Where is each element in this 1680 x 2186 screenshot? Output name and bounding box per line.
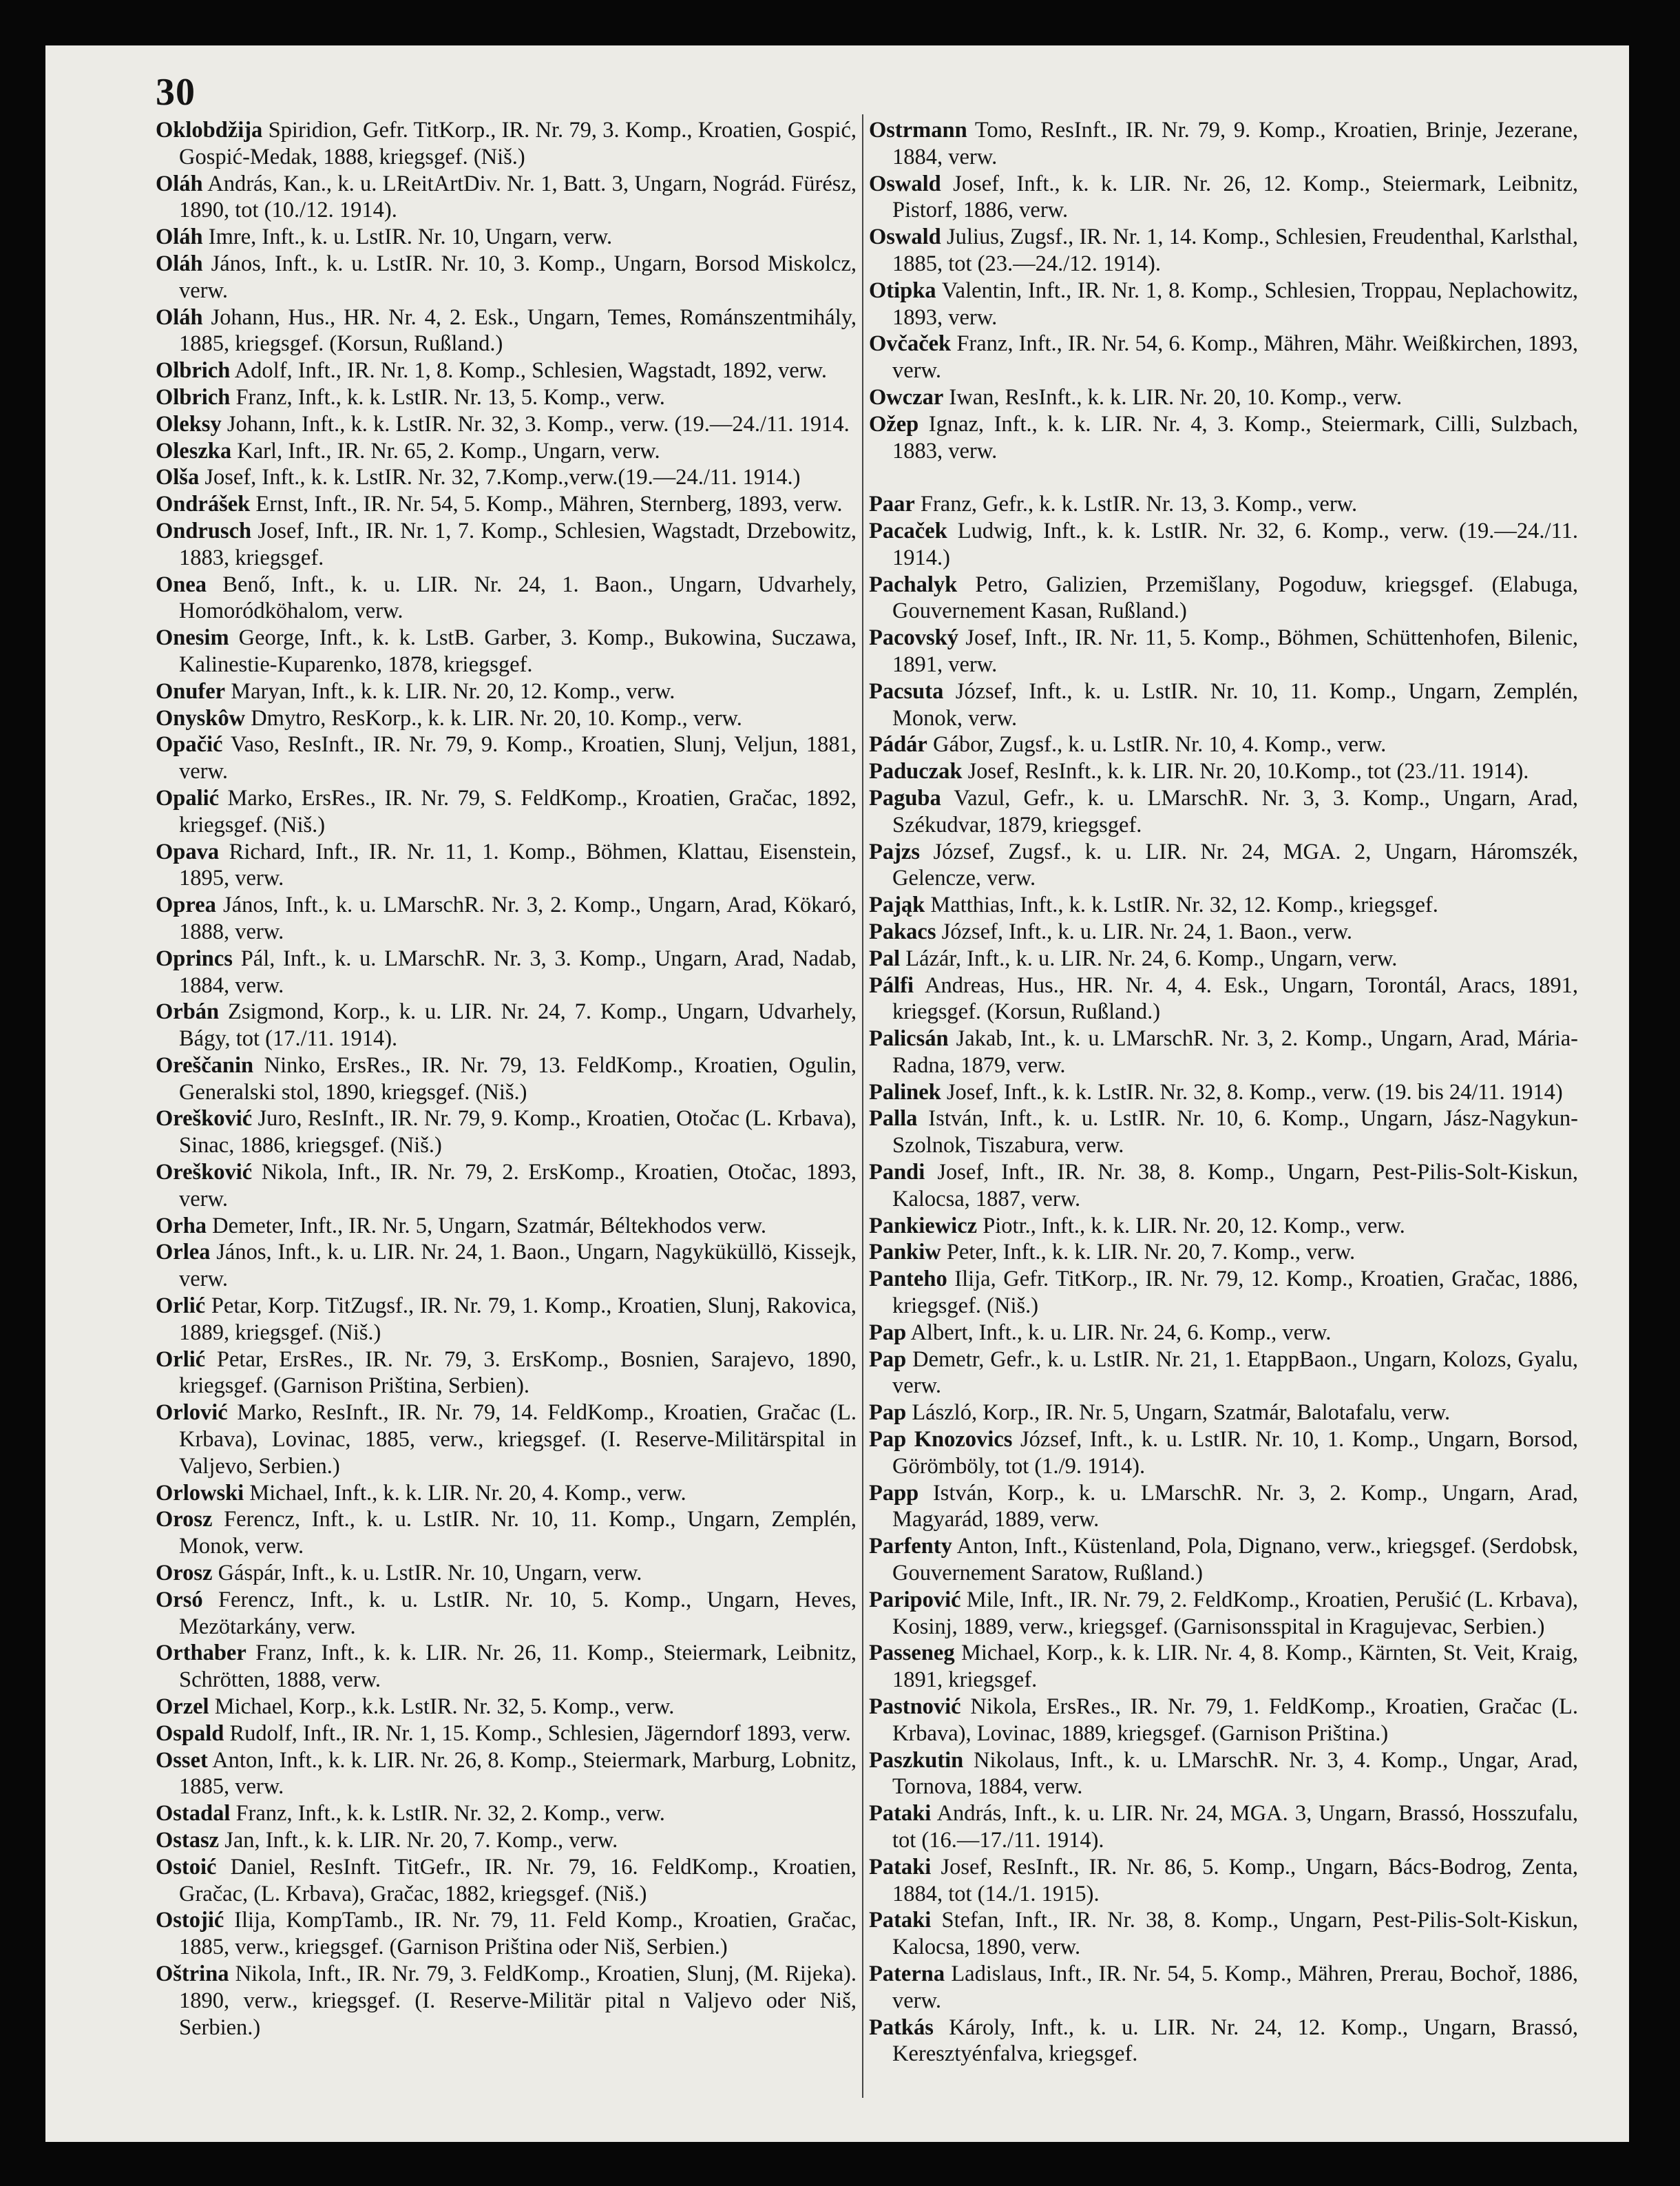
entry-surname: Panteho: [869, 1267, 947, 1292]
register-entry: [156, 839, 857, 893]
entry-surname: Orbán: [156, 999, 220, 1025]
register-entry: [156, 1854, 857, 1908]
entry-surname: Oláh: [156, 225, 203, 250]
register-entry: [156, 1239, 857, 1293]
entry-surname: Oleszka: [156, 438, 232, 464]
entry-surname: Orosz: [156, 1507, 213, 1532]
entry-details: Johann, Inft., k. k. LstIR. Nr. 32, 3. Komp., verw. (19.—24./11. 1914.: [227, 411, 850, 437]
register-entry: [869, 1079, 1578, 1106]
register-entry: [869, 1026, 1578, 1079]
entry-surname: Ostoić: [156, 1854, 217, 1880]
entry-surname: Onea: [156, 572, 207, 597]
register-entry: [869, 2015, 1578, 2068]
entry-surname: Otipka: [869, 278, 936, 303]
entry-surname: Oštrina: [156, 1961, 229, 1986]
entry-surname: Paguba: [869, 785, 941, 811]
entry-surname: Oprea: [156, 893, 216, 918]
register-entry: [156, 731, 857, 785]
entry-surname: Pandi: [869, 1160, 925, 1185]
entry-details: Franz, Inft., IR. Nr. 54, 6. Komp., Mähren, Mähr. Weißkirchen, 1893, verw.: [892, 331, 1578, 384]
entry-details: József, Inft., k. u. LIR. Nr. 24, 1. Baon., verw.: [941, 919, 1352, 944]
entry-surname: Pap: [869, 1346, 907, 1372]
entry-surname: Onufer: [156, 678, 226, 704]
entry-surname: Oswald: [869, 225, 941, 250]
entry-surname: Oláh: [156, 171, 203, 196]
register-entry: [156, 438, 857, 465]
entry-details: Josef, ResInft., IR. Nr. 86, 5. Komp., Ungarn, Bács-Bodrog, Zenta, 1884, tot (14./1. 1915).: [892, 1854, 1579, 1906]
register-entry: [869, 625, 1578, 678]
entry-details: Michael, Korp., k. k. LIR. Nr. 4, 8. Komp., Kärnten, St. Veit, Kraig, 1891, kriegsgef.: [892, 1641, 1578, 1693]
entry-surname: Orlea: [156, 1240, 211, 1265]
entry-surname: Orešković: [156, 1160, 253, 1185]
entry-surname: Orha: [156, 1213, 207, 1238]
entry-details: Ernst, Inft., IR. Nr. 54, 5. Komp., Mähren, Sternberg, 1893, verw.: [255, 492, 843, 517]
entry-details: János, Inft., k. u. LIR. Nr. 24, 1. Baon., Ungarn, Nagyküküllö, Kissejk, verw.: [179, 1240, 857, 1292]
entry-details: Ludwig, Inft., k. k. LstIR. Nr. 32, 6. Komp., verw. (19.—24./11. 1914.): [892, 518, 1578, 570]
entry-surname: Pacaček: [869, 518, 947, 543]
entry-surname: Palla: [869, 1106, 918, 1132]
register-entry: [156, 1560, 857, 1587]
entry-surname: Ostadal: [156, 1801, 231, 1826]
register-entry: [156, 892, 857, 946]
register-entry: [156, 1800, 857, 1827]
entry-details: András, Inft., k. u. LIR. Nr. 24, MGA. 3, Ungarn, Brassó, Hosszufalu, tot (16.—17./11. 1914).: [892, 1801, 1578, 1853]
entry-details: Jan, Inft., k. k. LIR. Nr. 20, 7. Komp., verw.: [224, 1828, 618, 1853]
register-entry: [869, 919, 1578, 946]
register-entry: [869, 1426, 1578, 1480]
entry-surname: Pap: [869, 1400, 907, 1426]
register-entry: [156, 384, 857, 411]
entry-surname: Onesim: [156, 625, 229, 651]
register-entry: [869, 224, 1578, 278]
entry-details: Tomo, ResInft., IR. Nr. 79, 9. Komp., Kroatien, Brinje, Jezerane, 1884, verw.: [892, 118, 1578, 169]
entry-details: András, Kan., k. u. LReitArtDiv. Nr. 1, Batt. 3, Ungarn, Nográd. Fürész, 1890, tot (10./12. 1914).: [179, 171, 857, 223]
entry-surname: Olbrich: [156, 384, 231, 410]
entry-details: Károly, Inft., k. u. LIR. Nr. 24, 12. Komp., Ungarn, Brassó, Keresztyénfalva, kriegsgef.: [892, 2015, 1579, 2067]
entry-details: Gáspár, Inft., k. u. LstIR. Nr. 10, Ungarn, verw.: [218, 1561, 642, 1586]
register-entry: [156, 491, 857, 518]
register-entry: [869, 518, 1578, 572]
register-entry: [869, 758, 1578, 785]
entry-details: János, Inft., k. u. LstIR. Nr. 10, 3. Komp., Ungarn, Borsod Miskolcz, verw.: [179, 251, 857, 303]
entry-details: Julius, Zugsf., IR. Nr. 1, 14. Komp., Schlesien, Freudenthal, Karlsthal, 1885, tot (23.—24./12. 1914).: [892, 225, 1578, 276]
entry-details: Ferencz, Inft., k. u. LstIR. Nr. 10, 5. Komp., Ungarn, Heves, Mezötarkány, verw.: [179, 1587, 857, 1639]
register-entry: [869, 1747, 1578, 1801]
register-entry: [156, 1961, 857, 2041]
entry-details: Rudolf, Inft., IR. Nr. 1, 15. Komp., Schlesien, Jägerndorf 1893, verw.: [229, 1720, 851, 1746]
column-divider: [862, 114, 863, 2098]
entry-details: Lázár, Inft., k. u. LIR. Nr. 24, 6. Komp., Ungarn, verw.: [905, 946, 1398, 971]
entry-surname: Pająk: [869, 893, 925, 918]
entry-details: Petar, ErsRes., IR. Nr. 79, 3. ErsKomp., Bosnien, Sarajevo, 1890, kriegsgef. (Garnison Priština, Serbien).: [179, 1346, 857, 1399]
entry-surname: Papp: [869, 1480, 919, 1506]
register-entry: [869, 1239, 1578, 1266]
register-entry: [156, 224, 857, 251]
entry-surname: Oláh: [156, 304, 203, 330]
entry-surname: Oklobdžija: [156, 118, 263, 143]
entry-details: István, Inft., k. u. LstIR. Nr. 10, 6. Komp., Ungarn, Jász-Nagykun-Szolnok, Tiszabura, verw.: [892, 1106, 1578, 1158]
entry-details: János, Inft., k. u. LMarschR. Nr. 3, 2. Komp., Ungarn, Arad, Kökaró, 1888, verw.: [179, 893, 857, 944]
entry-details: Josef, ResInft., k. k. LIR. Nr. 20, 10.Komp., tot (23./11. 1914).: [967, 759, 1529, 784]
entry-surname: Ondrusch: [156, 518, 252, 543]
register-entry: [869, 892, 1578, 919]
entry-details: Maryan, Inft., k. k. LIR. Nr. 20, 12. Komp., verw.: [231, 678, 675, 704]
entry-details: George, Inft., k. k. LstB. Garber, 3. Komp., Bukowina, Suczawa, Kalinestie-Kuparenko, 1878, kriegsgef.: [179, 625, 857, 677]
entry-details: István, Korp., k. u. LMarschR. Nr. 3, 2. Komp., Ungarn, Arad, Magyarád, 1889, verw.: [892, 1480, 1579, 1532]
entry-details: Nikolaus, Inft., k. u. LMarschR. Nr. 3, 4. Komp., Ungar, Arad, Tornova, 1884, verw.: [892, 1747, 1579, 1800]
register-entry: [156, 1640, 857, 1694]
entry-details: Franz, Gefr., k. k. LstIR. Nr. 13, 3. Komp., verw.: [920, 492, 1358, 517]
entry-surname: Pankiewicz: [869, 1213, 978, 1238]
entry-details: Nikola, Inft., IR. Nr. 79, 3. FeldKomp., Kroatien, Slunj, (M. Rijeka). 1890, verw., kriegsgef. (I. Reserve-Militär pital n Valjevo oder Niš, Serbien.): [179, 1961, 857, 2040]
entry-surname: Oprincs: [156, 946, 233, 971]
register-entry: [869, 1694, 1578, 1747]
register-entry: [156, 1480, 857, 1507]
register-entry: [869, 731, 1578, 758]
entry-details: Jakab, Int., k. u. LMarschR. Nr. 3, 2. Komp., Ungarn, Arad, Mária-Radna, 1879, verw.: [892, 1026, 1579, 1078]
entry-details: Josef, Inft., k. k. LstIR. Nr. 32, 7.Komp.,verw.(19.—24./11. 1914.): [204, 465, 801, 490]
register-entry: [156, 518, 857, 572]
register-entry: [156, 251, 857, 304]
entry-surname: Pacovský: [869, 625, 958, 651]
entry-details: Michael, Inft., k. k. LIR. Nr. 20, 4. Komp., verw.: [249, 1480, 686, 1506]
entry-details: Demeter, Inft., IR. Nr. 5, Ungarn, Szatmár, Béltekhodos verw.: [212, 1213, 767, 1238]
entry-surname: Pálfi: [869, 972, 914, 998]
entry-surname: Pap Knozovics: [869, 1427, 1013, 1453]
entry-surname: Orosz: [156, 1561, 213, 1586]
register-entry: [156, 946, 857, 999]
entry-details: Nikola, ErsRes., IR. Nr. 79, 1. FeldKomp., Kroatien, Gračac (L. Krbava), Lovinac, 1889, kriegsgef. (Garnison Priština.): [892, 1694, 1578, 1746]
entry-details: Valentin, Inft., IR. Nr. 1, 8. Komp., Schlesien, Troppau, Neplachowitz, 1893, verw.: [892, 278, 1578, 330]
entry-surname: Ospald: [156, 1720, 224, 1746]
entry-surname: Pastnović: [869, 1694, 961, 1720]
entry-surname: Owczar: [869, 384, 944, 410]
entry-surname: Pap: [869, 1320, 907, 1345]
entry-surname: Paszkutin: [869, 1747, 964, 1773]
entry-details: Ignaz, Inft., k. k. LIR. Nr. 4, 3. Komp., Steiermark, Cilli, Sulzbach, 1883, verw.: [892, 411, 1578, 464]
entry-details: Marko, ErsRes., IR. Nr. 79, S. FeldKomp., Kroatien, Gračac, 1892, kriegsgef. (Niš.): [179, 785, 857, 837]
entry-surname: Paripović: [869, 1587, 961, 1612]
register-entry: [156, 678, 857, 705]
register-entry: [869, 1320, 1578, 1346]
entry-details: József, Zugsf., k. u. LIR. Nr. 24, MGA. 2, Ungarn, Háromszék, Gelencze, verw.: [892, 839, 1579, 891]
register-entry: [869, 678, 1578, 732]
register-entry: [869, 117, 1578, 171]
register-entry: [869, 491, 1578, 518]
entry-details: Franz, Inft., k. k. LstIR. Nr. 32, 2. Komp., verw.: [235, 1801, 665, 1826]
register-entry: [156, 171, 857, 225]
entry-details: László, Korp., IR. Nr. 5, Ungarn, Szatmár, Balotafalu, verw.: [912, 1400, 1451, 1426]
entry-details: Ilija, Gefr. TitKorp., IR. Nr. 79, 12. Komp., Kroatien, Gračac, 1886, kriegsgef. (Niš.): [892, 1267, 1578, 1319]
entry-details: Josef, Inft., k. k. LstIR. Nr. 32, 8. Komp., verw. (19. bis 24/11. 1914): [946, 1079, 1563, 1105]
entry-details: Albert, Inft., k. u. LIR. Nr. 24, 6. Komp., verw.: [910, 1320, 1332, 1345]
register-entry: [869, 572, 1578, 625]
entry-details: Petro, Galizien, Przemišlany, Pogoduw, kriegsgef. (Elabuga, Gouvernement Kasan, Rußland.): [892, 572, 1579, 624]
entry-surname: Passeneg: [869, 1641, 955, 1666]
register-entry: [869, 1854, 1578, 1908]
left-column: [156, 117, 857, 2041]
entry-details: Petar, Korp. TitZugsf., IR. Nr. 79, 1. Komp., Kroatien, Slunj, Rakovica, 1889, kriegsgef. (Niš.): [179, 1293, 857, 1345]
entry-details: Josef, Inft., k. k. LIR. Nr. 26, 12. Komp., Steiermark, Leibnitz, Pistorf, 1886, verw.: [892, 171, 1578, 223]
register-entry: [869, 1159, 1578, 1213]
register-entry: [869, 384, 1578, 411]
register-entry: [869, 1533, 1578, 1587]
entry-surname: Ožep: [869, 411, 919, 437]
entry-surname: Orlowski: [156, 1480, 244, 1506]
entry-surname: Olbrich: [156, 358, 231, 384]
register-entry: [156, 1105, 857, 1159]
entry-surname: Pakacs: [869, 919, 936, 944]
entry-surname: Pataki: [869, 1801, 932, 1826]
entry-details: Peter, Inft., k. k. LIR. Nr. 20, 7. Komp., verw.: [946, 1240, 1356, 1265]
entry-details: József, Inft., k. u. LstIR. Nr. 10, 1. Komp., Ungarn, Borsod, Görömböly, tot (1./9. 1914).: [892, 1427, 1579, 1479]
register-entry: [869, 1587, 1578, 1641]
entry-details: Stefan, Inft., IR. Nr. 38, 8. Komp., Ungarn, Pest-Pilis-Solt-Kiskun, Kalocsa, 1890, verw.: [892, 1908, 1578, 1960]
register-entry: [156, 999, 857, 1052]
entry-details: Johann, Hus., HR. Nr. 4, 2. Esk., Ungarn, Temes, Románszentmihály, 1885, kriegsgef. (Korsun, Rußland.): [179, 304, 857, 357]
register-entry: [869, 1266, 1578, 1320]
register-entry: [156, 1720, 857, 1747]
register-entry: [869, 411, 1578, 465]
entry-surname: Ostasz: [156, 1828, 220, 1853]
register-entry: [156, 705, 857, 732]
register-entry: [869, 785, 1578, 839]
entry-surname: Orsó: [156, 1587, 203, 1612]
entry-details: Imre, Inft., k. u. LstIR. Nr. 10, Ungarn, verw.: [208, 225, 613, 250]
entry-surname: Palicsán: [869, 1026, 949, 1052]
register-entry: [869, 1213, 1578, 1240]
entry-surname: Onyskôw: [156, 705, 246, 731]
entry-details: Mile, Inft., IR. Nr. 79, 2. FeldKomp., Kroatien, Perušić (L. Krbava), Kosinj, 1889, verw., kriegsgef. (Garnisonsspital in Kragujevac, Serbien.): [892, 1587, 1579, 1639]
entry-details: Spiridion, Gefr. TitKorp., IR. Nr. 79, 3. Komp., Kroatien, Gospić, Gospić-Medak, 1888, kriegsgef. (Niš.): [179, 118, 857, 169]
register-entry: [869, 1105, 1578, 1159]
entry-surname: Patkás: [869, 2015, 934, 2040]
entry-details: Nikola, Inft., IR. Nr. 79, 2. ErsKomp., Kroatien, Otočac, 1893, verw.: [179, 1160, 857, 1211]
entry-details: Josef, Inft., IR. Nr. 11, 5. Komp., Böhmen, Schüttenhofen, Bilenic, 1891, verw.: [892, 625, 1578, 677]
register-entry: [869, 171, 1578, 225]
register-entry: [156, 1694, 857, 1720]
entry-details: Daniel, ResInft. TitGefr., IR. Nr. 79, 16. FeldKomp., Kroatien, Gračac, (L. Krbava), Gračac, 1882, kriegsgef. (Niš.): [179, 1854, 857, 1906]
register-entry: [156, 464, 857, 491]
entry-surname: Oreščanin: [156, 1052, 254, 1078]
entry-details: Adolf, Inft., IR. Nr. 1, 8. Komp., Schlesien, Wagstadt, 1892, verw.: [234, 358, 828, 384]
register-entry: [156, 1346, 857, 1400]
register-entry: [156, 357, 857, 384]
entry-surname: Pataki: [869, 1854, 932, 1880]
entry-surname: Orthaber: [156, 1641, 246, 1666]
entry-surname: Orlović: [156, 1400, 228, 1426]
entry-details: Juro, ResInft., IR. Nr. 79, 9. Komp., Kroatien, Otočac (L. Krbava), Sinac, 1886, kriegsgef. (Niš.): [179, 1106, 857, 1158]
entry-surname: Pajzs: [869, 839, 920, 864]
register-entry: [156, 304, 857, 358]
register-entry: [869, 1800, 1578, 1854]
entry-surname: Pankiw: [869, 1240, 941, 1265]
entry-details: Gábor, Zugsf., k. u. LstIR. Nr. 10, 4. Komp., verw.: [932, 732, 1387, 758]
register-entry: [869, 1399, 1578, 1426]
entry-surname: Pachalyk: [869, 572, 958, 597]
register-entry: [156, 1907, 857, 1961]
entry-details: Zsigmond, Korp., k. u. LIR. Nr. 24, 7. Komp., Ungarn, Udvarhely, Bágy, tot (17./11. 1914).: [179, 999, 857, 1052]
entry-details: Vazul, Gefr., k. u. LMarschR. Nr. 3, 3. Komp., Ungarn, Arad, Székudvar, 1879, kriegsgef.: [892, 785, 1578, 837]
register-entry: [156, 1587, 857, 1641]
register-entry: [869, 1961, 1578, 2015]
entry-details: Pál, Inft., k. u. LMarschR. Nr. 3, 3. Komp., Ungarn, Arad, Nadab, 1884, verw.: [179, 946, 857, 998]
entry-details: Vaso, ResInft., IR. Nr. 79, 9. Komp., Kroatien, Slunj, Veljun, 1881, verw.: [179, 732, 857, 784]
register-entry: [156, 1506, 857, 1560]
entry-details: Richard, Inft., IR. Nr. 11, 1. Komp., Böhmen, Klattau, Eisenstein, 1895, verw.: [179, 839, 857, 891]
entry-details: Michael, Korp., k.k. LstIR. Nr. 32, 5. Komp., verw.: [214, 1694, 675, 1720]
entry-details: Karl, Inft., IR. Nr. 65, 2. Komp., Ungarn, verw.: [237, 438, 660, 464]
register-entry: [869, 331, 1578, 384]
entry-surname: Pataki: [869, 1908, 932, 1933]
entry-surname: Orešković: [156, 1106, 253, 1132]
register-entry: [156, 411, 857, 438]
entry-details: Iwan, ResInft., k. k. LIR. Nr. 20, 10. Komp., verw.: [949, 384, 1403, 410]
register-entry: [156, 1052, 857, 1106]
entry-details: József, Inft., k. u. LstIR. Nr. 10, 11. Komp., Ungarn, Zemplén, Monok, verw.: [892, 678, 1579, 731]
entry-surname: Orzel: [156, 1694, 209, 1720]
register-entry: [156, 1213, 857, 1240]
register-entry: [869, 278, 1578, 331]
entry-details: Piotr., Inft., k. k. LIR. Nr. 20, 12. Komp., verw.: [983, 1213, 1405, 1238]
entry-surname: Oláh: [156, 251, 203, 276]
section-gap: [869, 464, 1578, 491]
register-entry: [156, 1293, 857, 1346]
entry-surname: Oswald: [869, 171, 941, 196]
register-entry: [156, 572, 857, 625]
register-entry: [156, 1827, 857, 1854]
entry-details: Benő, Inft., k. u. LIR. Nr. 24, 1. Baon., Ungarn, Udvarhely, Homoródköhalom, verw.: [179, 572, 857, 624]
entry-details: Anton, Inft., Küstenland, Pola, Dignano, verw., kriegsgef. (Serdobsk, Gouvernement Saratow, Rußland.): [892, 1534, 1578, 1586]
register-page: [45, 45, 1629, 2142]
entry-surname: Opalić: [156, 785, 220, 811]
entry-surname: Opava: [156, 839, 220, 864]
register-entry: [869, 1640, 1578, 1694]
entry-surname: Ostrmann: [869, 118, 967, 143]
entry-details: Ladislaus, Inft., IR. Nr. 54, 5. Komp., Mähren, Prerau, Bochoř, 1886, verw.: [892, 1961, 1578, 2013]
entry-surname: Ondrášek: [156, 492, 251, 517]
entry-details: Franz, Inft., k. k. LstIR. Nr. 13, 5. Komp., verw.: [235, 384, 665, 410]
entry-details: Anton, Inft., k. k. LIR. Nr. 26, 8. Komp., Steiermark, Marburg, Lobnitz, 1885, verw.: [179, 1747, 857, 1800]
right-column: [869, 117, 1578, 2068]
entry-surname: Osset: [156, 1747, 208, 1773]
register-entry: [156, 1399, 857, 1479]
entry-surname: Pacsuta: [869, 678, 944, 704]
entry-details: Josef, Inft., IR. Nr. 38, 8. Komp., Ungarn, Pest-Pilis-Solt-Kiskun, Kalocsa, 1887, verw.: [892, 1160, 1578, 1211]
entry-details: Ilija, KompTamb., IR. Nr. 79, 11. Feld Komp., Kroatien, Gračac, 1885, verw., kriegsgef. (Garnison Priština oder Niš, Serbien.): [179, 1908, 857, 1960]
register-entry: [156, 117, 857, 171]
entry-details: Andreas, Hus., HR. Nr. 4, 4. Esk., Ungarn, Torontál, Aracs, 1891, kriegsgef. (Korsun, Rußland.): [892, 972, 1578, 1025]
register-entry: [869, 839, 1578, 893]
register-entry: [156, 1747, 857, 1801]
entry-surname: Pádár: [869, 732, 927, 758]
entry-surname: Paterna: [869, 1961, 945, 1986]
register-entry: [869, 1346, 1578, 1400]
entry-surname: Oleksy: [156, 411, 222, 437]
entry-surname: Orlić: [156, 1346, 206, 1372]
page-number: 30: [156, 71, 196, 114]
register-entry: [869, 1480, 1578, 1534]
register-entry: [156, 785, 857, 839]
entry-details: Marko, ResInft., IR. Nr. 79, 14. FeldKomp., Kroatien, Gračac (L. Krbava), Lovinac, 1885, verw., kriegsgef. (I. Reserve-Militärspital in Valjevo, Serbien.): [179, 1400, 857, 1479]
entry-details: Ferencz, Inft., k. u. LstIR. Nr. 10, 11. Komp., Ungarn, Zemplén, Monok, verw.: [179, 1507, 857, 1559]
entry-surname: Ostojić: [156, 1908, 224, 1933]
entry-surname: Paar: [869, 492, 915, 517]
register-entry: [869, 1907, 1578, 1961]
register-entry: [156, 1159, 857, 1213]
entry-surname: Olša: [156, 465, 200, 490]
entry-surname: Paduczak: [869, 759, 963, 784]
entry-surname: Orlić: [156, 1293, 206, 1319]
register-entry: [869, 972, 1578, 1026]
entry-details: Demetr, Gefr., k. u. LstIR. Nr. 21, 1. EtappBaon., Ungarn, Kolozs, Gyalu, verw.: [892, 1346, 1578, 1399]
entry-details: Josef, Inft., IR. Nr. 1, 7. Komp., Schlesien, Wagstadt, Drzebowitz, 1883, kriegsgef.: [179, 518, 857, 570]
entry-surname: Parfenty: [869, 1534, 952, 1559]
register-entry: [869, 946, 1578, 972]
entry-surname: Pal: [869, 946, 901, 971]
entry-details: Dmytro, ResKorp., k. k. LIR. Nr. 20, 10. Komp., verw.: [251, 705, 742, 731]
entry-details: Franz, Inft., k. k. LIR. Nr. 26, 11. Komp., Steiermark, Leibnitz, Schrötten, 1888, verw.: [179, 1641, 857, 1693]
entry-surname: Opačić: [156, 732, 223, 758]
entry-surname: Ovčaček: [869, 331, 952, 357]
entry-details: Matthias, Inft., k. k. LstIR. Nr. 32, 12. Komp., kriegsgef.: [930, 893, 1438, 918]
entry-details: Ninko, ErsRes., IR. Nr. 79, 13. FeldKomp., Kroatien, Ogulin, Generalski stol, 1890, kriegsgef. (Niš.): [179, 1052, 857, 1105]
entry-surname: Palinek: [869, 1079, 941, 1105]
register-entry: [156, 625, 857, 678]
